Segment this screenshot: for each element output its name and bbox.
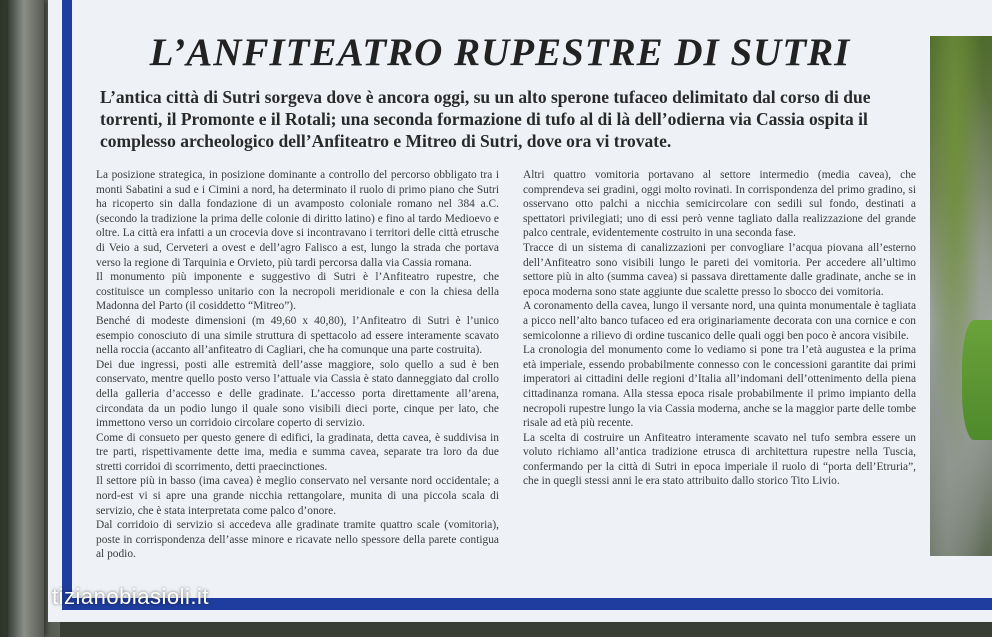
amphitheatre-photo (930, 36, 992, 556)
paragraph: Dal corridoio di servizio si accedeva alle gradinate tramite quattro scale (vomitoria), poste in corrispondenza dell’asse minore e ricavate nello spessore della parete contigua al podio. (96, 519, 499, 561)
paragraph: A coronamento della cavea, lungo il versante nord, una quinta monumentale è tagliata a picco nell’alto banco tufaceo ed era originariamente decorata con una cornice e con semicolonne a rilievo di ordine tuscanico delle quali oggi ben poco è ancora visibile. (523, 300, 916, 342)
paragraph: Altri quattro vomitoria portavano al settore intermedio (media cavea), che comprendeva sei gradini, oggi molto rovinati. In corrispondenza del primo gradino, si osservano otto palchi a nicchia semicircolare con sedili sul fondo, destinati a spettatori privilegiati; uno di essi però venne tagliato dalla realizzazione del grande palco centrale, evidentemente costruito in una seconda fase. (523, 169, 916, 240)
paragraph: Come di consueto per questo genere di edifici, la gradinata, detta cavea, è suddivisa in tre parti, rispettivamente dette ima, media e summa cavea, separate tra loro da due stretti corridoi di scorrimento, detti praecinctiones. (96, 431, 499, 473)
paragraph: Tracce di un sistema di canalizzazioni per convogliare l’acqua piovana all’esterno dell’Anfiteatro sono visibili lungo le pareti dei vomitoria. Per accedere all’ultimo settore più in alto (summa cavea) si passava direttamente dalle gradinate, anche se in epoca moderna sono state aggiunte due scalette presso lo sbocco dei vomitoria. (523, 241, 916, 298)
paragraph: La posizione strategica, in posizione dominante a controllo del percorso obbligato tra i monti Sabatini a sud e i Cimini a nord, ha determinato il ruolo di primo piano che Sutri ha ricoperto sin dalla fondazione di un avamposto coloniale romano nel 384 a.C. (secondo la tradizione la prima delle colonie di diritto latino) e fino al tardo Medioevo e oltre. La città era infatti a un crocevia dove si incontravano i territori delle città etrusche di Veio a sud, Cerveteri a ovest e dell’agro Falisco a est, lungo la strada che portava verso la regione di Tarquinia e Orvieto, più tardi percorsa dalla via Cassia romana. (96, 169, 499, 269)
paragraph: Dei due ingressi, posti alle estremità dell’asse maggiore, solo quello a sud è ben conservato, mentre quello posto verso l’attuale via Cassia è stato danneggiato dal crollo della galleria d’accesso e delle gradinate. L’accesso porta direttamente all’arena, circondata da un podio lungo il quale sono visibili dieci porte, cinque per lato, che immettono verso un corridoio circolare coperto di servizio. (96, 358, 499, 430)
sign-pole (8, 0, 44, 637)
paragraph: La scelta di costruire un Anfiteatro interamente scavato nel tufo sembra essere un voluto richiamo all’antica tradizione etrusca di architettura rupestre nella Tuscia, confermando per la città di Sutri in epoca imperiale il ruolo di “porta dell’Etruria”, che in quegli stessi anni le era stato attribuito dallo storico Tito Livio. (523, 431, 916, 488)
left-text-column (96, 168, 499, 562)
right-text-column (523, 168, 916, 489)
watermark: tizianobiasioli.it (52, 584, 209, 609)
paragraph: Il settore più in basso (ima cavea) è meglio conservato nel versante nord occidentale; a nord-est vi si apre una grande nicchia rettangolare, munita di una piccola scala di servizio, che è stata interpretata come palco d’onore. (96, 475, 499, 517)
paragraph: Il monumento più imponente e suggestivo di Sutri è l’Anfiteatro rupestre, che costituisce un complesso unitario con la necropoli meridionale e con la chiesa della Madonna del Parto (il cosiddetto “Mitreo”). (96, 271, 499, 313)
photo-grass (962, 320, 992, 440)
sign-title: L’ANFITEATRO RUPESTRE DI SUTRI (149, 31, 851, 74)
paragraph: La cronologia del monumento come lo vediamo si pone tra l’età augustea e la prima età imperiale, essendo probabilmente connesso con le concessioni garantite dai primi imperatori ai cittadini delle regioni d’Italia all’indomani dell’ottenimento della piena cittadinanza romana. Alla stessa epoca risale probabilmente il primo impianto della necropoli rupestre lungo la via Cassia moderna, anche se la maggior parte delle tombe risale ad età più recente. (523, 344, 916, 430)
sign-intro: L’antica città di Sutri sorgeva dove è ancora oggi, su un alto sperone tufaceo delimitato dal corso di due torrenti, il Promonte e il Rotali; una seconda formazione di tufo al di là dell’odierna via Cassia ospita il complesso archeologico dell’Anfiteatro e Mitreo di Sutri, dove ora vi trovate. (100, 87, 871, 151)
sign-border-left (62, 0, 72, 610)
paragraph: Benché di modeste dimensioni (m 49,60 x 40,80), l’Anfiteatro di Sutri è l’unico esempio conosciuto di una simile struttura di spettacolo ad essere interamente scavato nella roccia (accanto all’anfiteatro di Cagliari, che ha comunque una parte costruita). (96, 314, 499, 357)
